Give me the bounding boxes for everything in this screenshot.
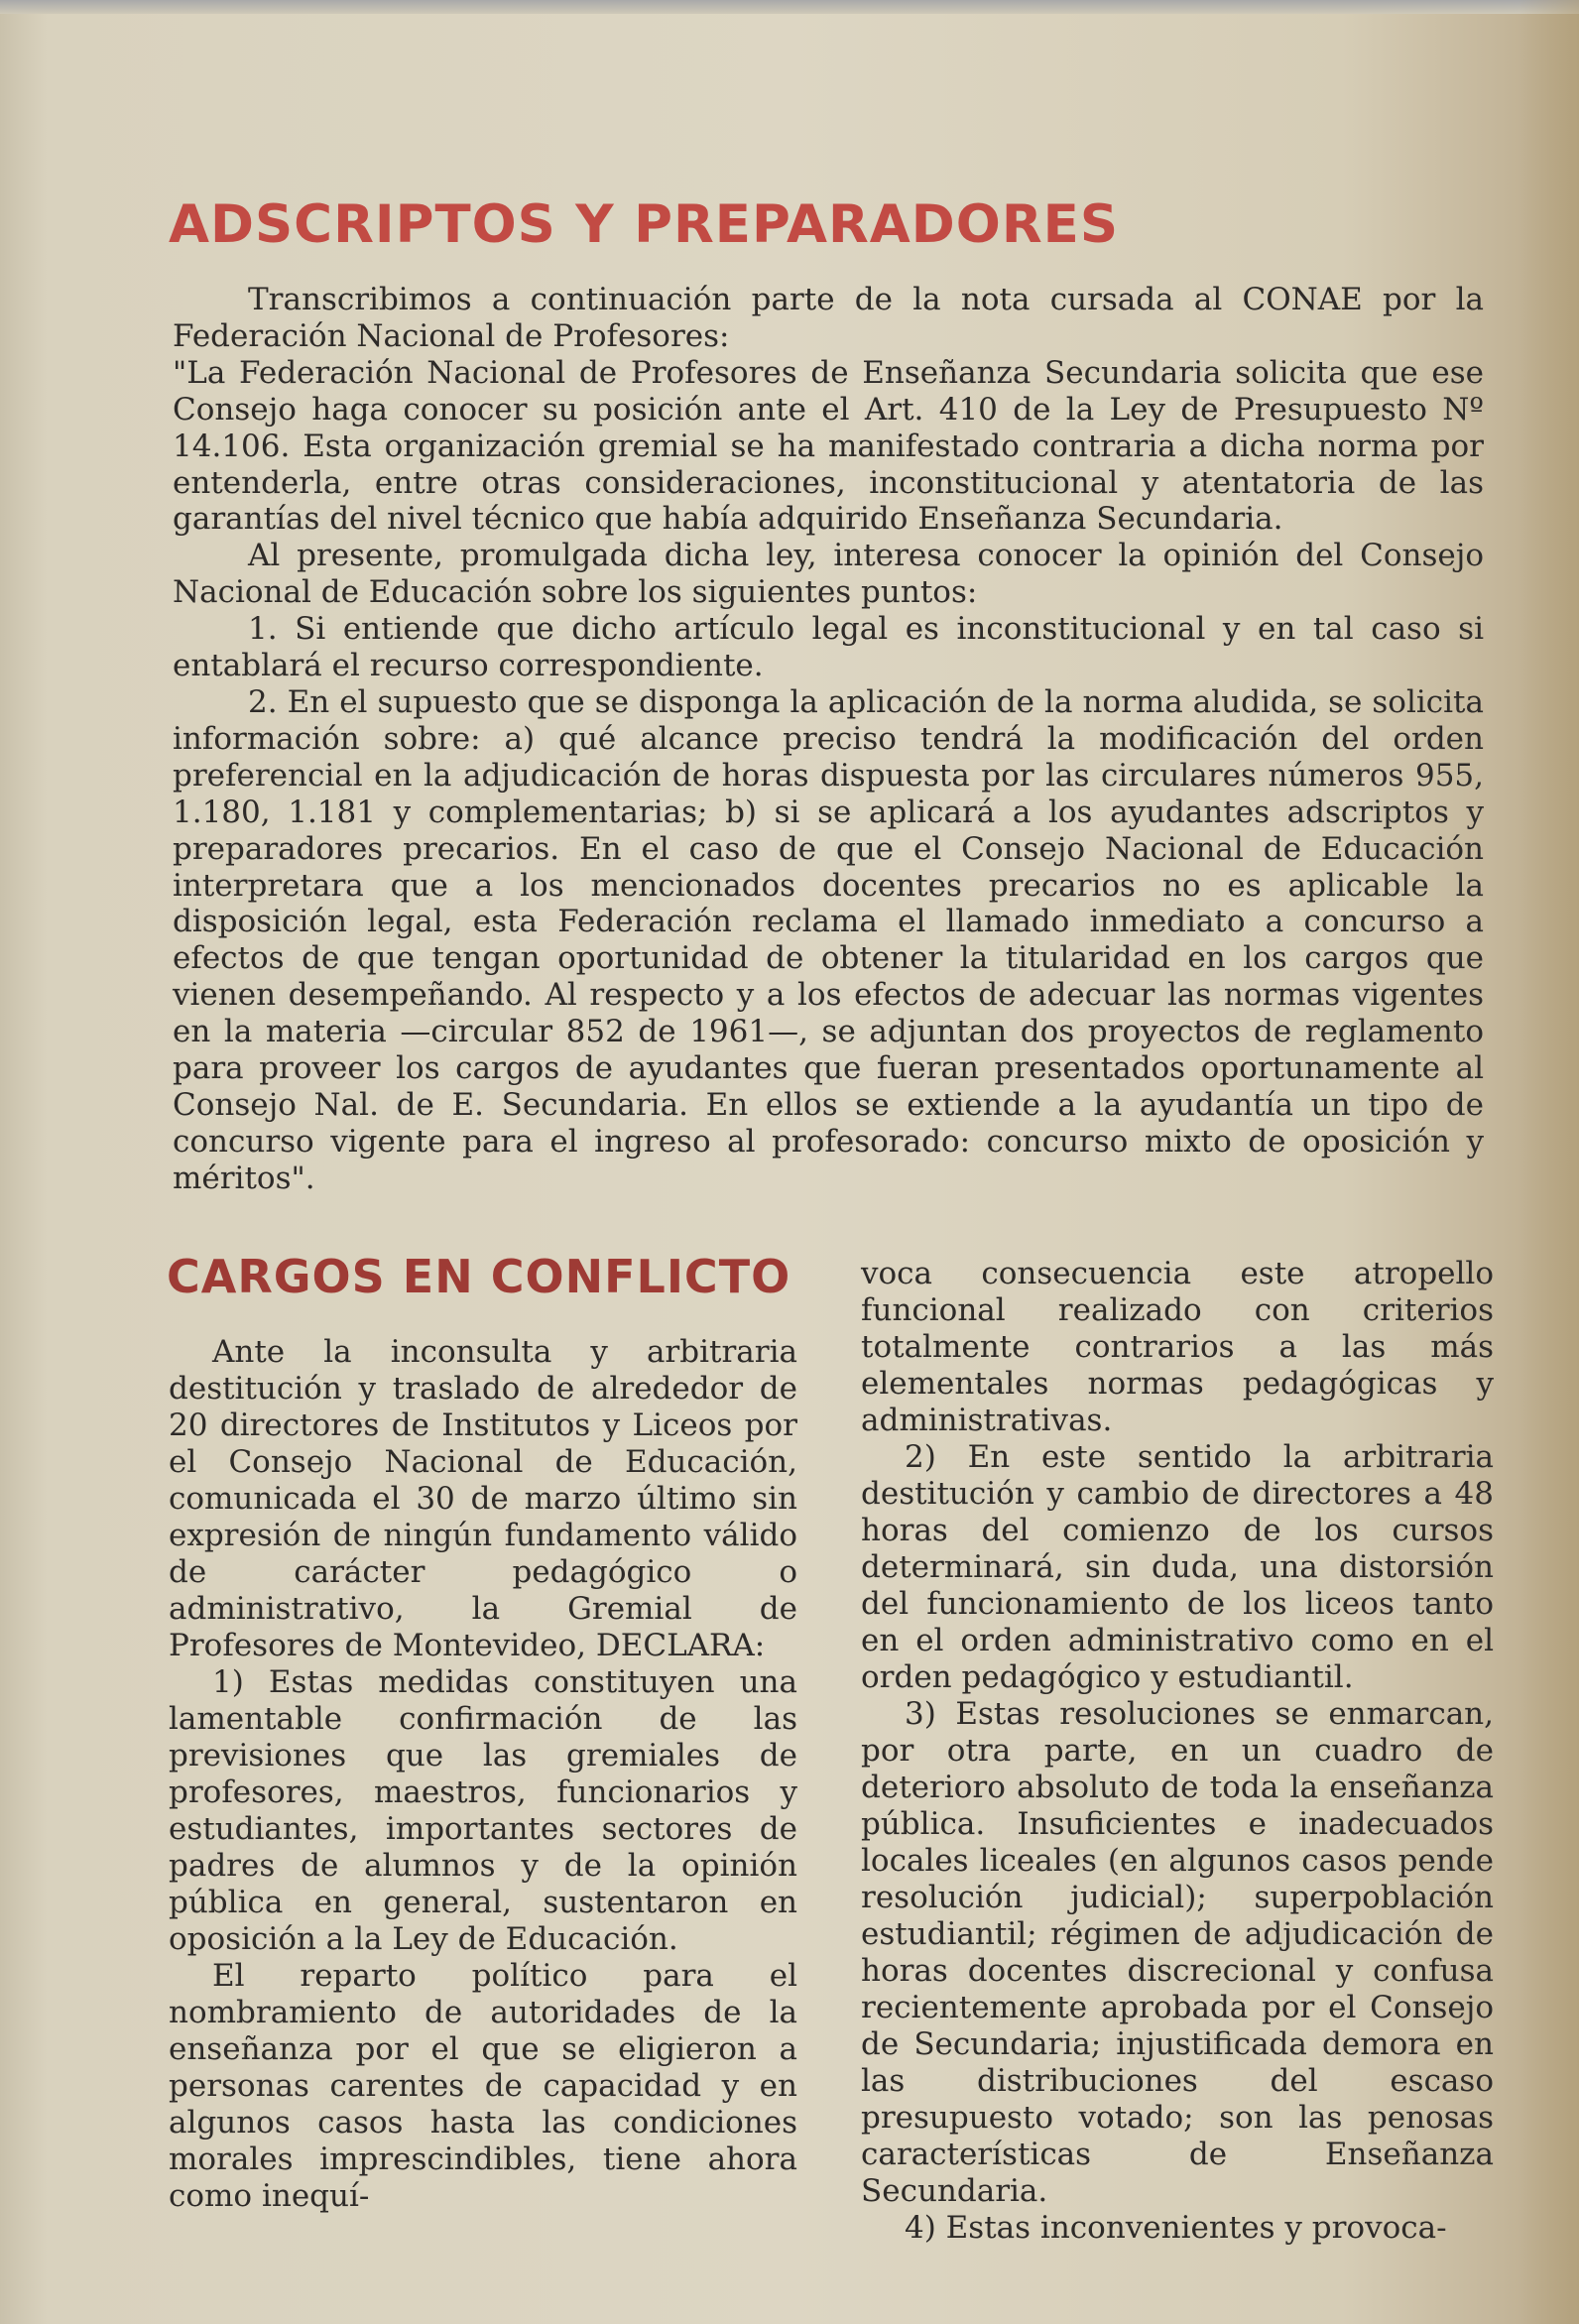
paragraph: Al presente, promulgada dicha ley, interesa conocer la opinión del Consejo Nacional de Educación sobre los siguientes puntos: (173, 538, 1484, 611)
paragraph: 3) Estas resoluciones se enmarcan, por otra parte, en un cuadro de deterioro absoluto de toda la enseñanza pública. Insuficientes e inadecuados locales liceales (en algunos casos pende resolución judicial); superpoblación estudiantil; régimen de adjudicación de horas docentes discrecional y confusa recientemente aprobada por el Consejo de Secundaria; injustificada demora en las distribuciones del escaso presupuesto votado; son las penosas características de Enseñanza Secundaria. (861, 1696, 1494, 2209)
paragraph: Transcribimos a continuación parte de la nota cursada al CONAE por la Federación Nacional de Profesores: (173, 282, 1484, 354)
paragraph: 4) Estas inconvenientes y provoca- (905, 2210, 1447, 2246)
article-heading-adscriptos: ADSCRIPTOS Y PREPARADORES (169, 194, 1120, 255)
paragraph: Ante la inconsulta y arbitraria destitución y traslado de alrededor de 20 directores de Institutos y Liceos por el Consejo Nacional de Educación, comunicada el 30 de marzo último sin expresión de ningún fundamento válido de carácter pedagógico o administrativo, la Gremial de Profesores de Montevideo, DECLARA: (169, 1334, 797, 1663)
article-body-adscriptos (173, 282, 1484, 1197)
article-column-right (861, 1256, 1494, 2247)
paragraph: 1. Si entiende que dicho artículo legal es inconstitucional y en tal caso si entablará el recurso correspondiente. (173, 611, 1484, 684)
article-heading-cargos: CARGOS EN CONFLICTO (167, 1250, 791, 1303)
paragraph: 2) En este sentido la arbitraria destitución y cambio de directores a 48 horas del comienzo de los cursos determinará, sin duda, una distorsión del funcionamiento de los liceos tanto en el orden administrativo como en el orden pedagógico y estudiantil. (861, 1439, 1494, 1695)
paragraph: voca consecuencia este atropello funcional realizado con criterios totalmente contrarios a las más elementales normas pedagógicas y administrativas. (861, 1256, 1494, 1438)
article-column-left (169, 1334, 797, 2215)
paragraph: "La Federación Nacional de Profesores de Enseñanza Secundaria solicita que ese Consejo haga conocer su posición ante el Art. 410 de la Ley de Presupuesto Nº 14.106. Esta organización gremial se ha manifestado contraria a dicha norma por entenderla, entre otras consideraciones, inconstitucional y atentatoria de las garantías del nivel técnico que había adquirido Enseñanza Secundaria. (173, 354, 1484, 538)
page-edge-shadow (1519, 0, 1579, 2324)
paragraph: 2. En el supuesto que se disponga la aplicación de la norma aludida, se solicita información sobre: a) qué alcance preciso tendrá la modificación del orden preferencial en la adjudicación de horas dispuesta por las circulares números 955, 1.180, 1.181 y complementarias; b) si se aplicará a los ayudantes adscriptos y preparadores precarios. En el caso de que el Consejo Nacional de Educación interpretara que a los mencionados docentes precarios no es aplicable la disposición legal, esta Federación reclama el llamado inmediato a concurso a efectos de que tengan oportunidad de obtener la titularidad en los cargos que vienen desempeñando. Al respecto y a los efectos de adecuar las normas vigentes en la materia —circular 852 de 1961—, se adjuntan dos proyectos de reglamento para proveer los cargos de ayudantes que fueran presentados oportunamente al Consejo Nal. de E. Secundaria. En ellos se extiende a la ayudantía un tipo de concurso vigente para el ingreso al profesorado: concurso mixto de oposición y méritos". (173, 683, 1484, 1196)
paragraph: 1) Estas medidas constituyen una lamentable confirmación de las previsiones que las gremiales de profesores, maestros, funcionarios y estudiantes, importantes sectores de padres de alumnos y de la opinión pública en general, sustentaron en oposición a la Ley de Educación. (169, 1664, 797, 1957)
scan-top-edge (0, 0, 1579, 14)
paragraph: El reparto político para el nombramiento de autoridades de la enseñanza por el que se eligieron a personas carentes de capacidad y en algunos casos hasta las condiciones morales imprescindibles, tiene ahora como inequí- (169, 1958, 797, 2214)
